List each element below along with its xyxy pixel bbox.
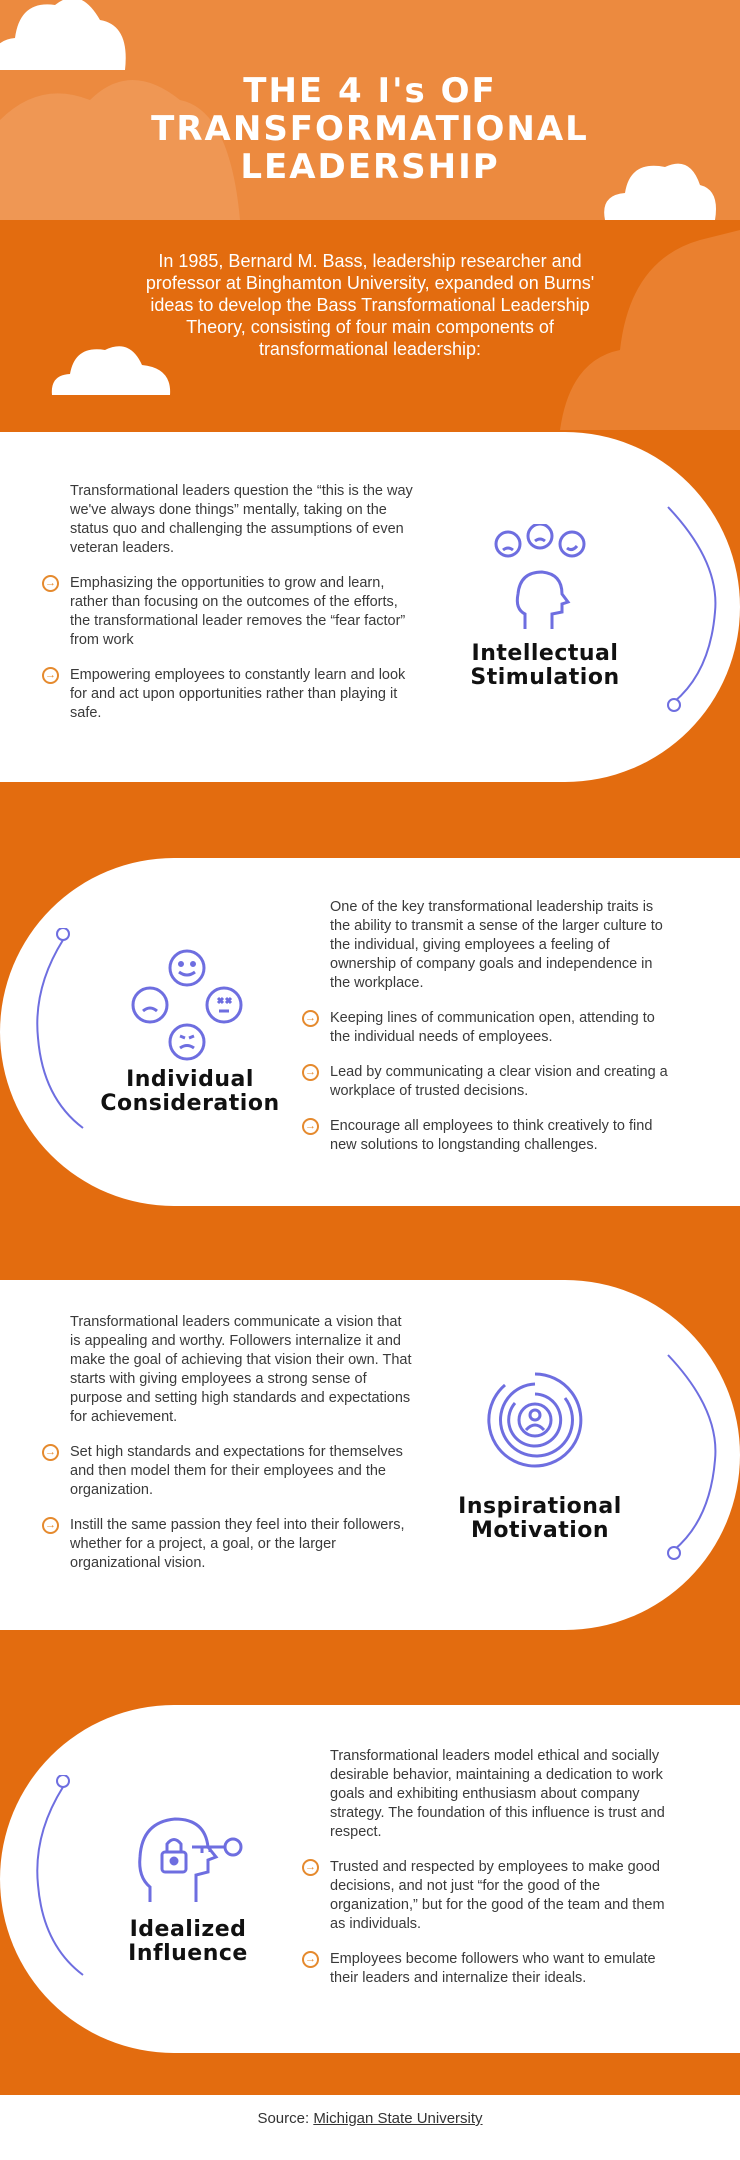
- section-label: [455, 642, 635, 690]
- bullet-text: Set high standards and expectations for themselves and then model them for their employees and the organization.: [70, 1444, 403, 1498]
- arrow-icon: →: [302, 1010, 319, 1027]
- source-prefix: Source:: [257, 2110, 314, 2127]
- section-text: [305, 1747, 675, 2004]
- section-text: [305, 898, 675, 1171]
- title-line-2: TRANSFORMATIONAL: [151, 109, 589, 149]
- source-link[interactable]: Michigan State University: [313, 2110, 483, 2127]
- label-line-1: Intellectual: [471, 641, 619, 666]
- section-label: [88, 1918, 288, 1966]
- section-intro: One of the key transformational leadership traits is the ability to transmit a sense of the larger culture to the individual, giving employees a feeling of ownership of company goals and independence in the workplace.: [330, 899, 663, 991]
- card-individual-consideration: [0, 858, 740, 1206]
- card-intellectual-stimulation: [0, 432, 740, 782]
- arrow-icon: →: [302, 1951, 319, 1968]
- bullet-item: [45, 574, 415, 650]
- hero-banner: [0, 0, 740, 430]
- arc-decoration: [28, 928, 98, 1148]
- title-line-1: THE 4 I's OF: [243, 71, 497, 111]
- section-text: [45, 482, 415, 739]
- section-intro: Transformational leaders model ethical and socially desirable behavior, maintaining a dedication to work goals and exhibiting enthusiasm about company strategy. The foundation of this influence is trust and respect.: [330, 1748, 665, 1840]
- arrow-icon: →: [302, 1118, 319, 1135]
- footer-background: [0, 2095, 740, 2160]
- arrow-icon: →: [42, 1444, 59, 1461]
- arrow-icon: →: [42, 667, 59, 684]
- arrow-icon: →: [42, 1517, 59, 1534]
- label-line-2: Influence: [128, 1941, 248, 1966]
- label-line-2: Motivation: [470, 1518, 610, 1543]
- head-lock-key-icon: [130, 1797, 250, 1907]
- bullet-text: Lead by communicating a clear vision and creating a workplace of trusted decisions.: [330, 1064, 668, 1099]
- person-maze-icon: [485, 1370, 585, 1470]
- section-intro: Transformational leaders question the “this is the way we've always done things” mentally, taking on the status quo and challenging the assumptions of even veteran leaders.: [70, 483, 413, 556]
- bullet-text: Employees become followers who want to emulate their leaders and internalize their ideals.: [330, 1951, 656, 1986]
- card-inspirational-motivation: [0, 1280, 740, 1630]
- label-line-1: Idealized: [129, 1917, 247, 1942]
- bullet-item: [45, 666, 415, 723]
- source-footer: [0, 2110, 740, 2127]
- section-intro: Transformational leaders communicate a vision that is appealing and worthy. Followers internalize it and make the goal of achieving that vision their own. That starts with giving employees a strong sense of purpose and setting high standards and expectations for achievement.: [70, 1314, 412, 1425]
- card-idealized-influence: [0, 1705, 740, 2053]
- page-title: [0, 72, 740, 186]
- bullet-text: Encourage all employees to think creatively to find new solutions to longstanding challenges.: [330, 1118, 653, 1153]
- bullet-text: Instill the same passion they feel into their followers, whether for a project, a goal, or the larger organizational vision.: [70, 1517, 405, 1571]
- bullet-item: [305, 1117, 675, 1155]
- four-faces-icon: [130, 948, 245, 1063]
- bullet-item: [305, 1063, 675, 1101]
- section-label: [90, 1068, 290, 1116]
- bullet-item: [45, 1443, 415, 1500]
- intro-text: In 1985, Bernard M. Bass, leadership researcher and professor at Binghamton University, expanded on Burns' ideas to develop the Bass Transformational Leadership Theory, consisting of four main components of transformational leadership:: [145, 251, 595, 359]
- arrow-icon: →: [302, 1064, 319, 1081]
- arrow-icon: →: [302, 1859, 319, 1876]
- bullet-text: Emphasizing the opportunities to grow and learn, rather than focusing on the outcomes of the efforts, the transformational leader removes the “fear factor” from work: [70, 575, 406, 648]
- bullet-item: [305, 1858, 675, 1934]
- bullet-text: Keeping lines of communication open, attending to the individual needs of employees.: [330, 1010, 655, 1045]
- arc-decoration: [660, 1350, 730, 1570]
- label-line-2: Consideration: [100, 1091, 280, 1116]
- label-line-2: Stimulation: [470, 665, 620, 690]
- label-line-1: Inspirational: [458, 1494, 622, 1519]
- label-line-1: Individual: [126, 1067, 254, 1092]
- bullet-item: [45, 1516, 415, 1573]
- bullet-text: Empowering employees to constantly learn and look for and act upon opportunities rather than playing it safe.: [70, 667, 406, 721]
- head-with-emotions-icon: [490, 524, 600, 634]
- bullet-item: [305, 1950, 675, 1988]
- bullet-text: Trusted and respected by employees to make good decisions, and not just “for the good of the organization,” but for the good of the team and them as individuals.: [330, 1859, 665, 1932]
- title-line-3: LEADERSHIP: [240, 147, 500, 187]
- arrow-icon: →: [42, 575, 59, 592]
- bullet-item: [305, 1009, 675, 1047]
- section-label: [440, 1495, 640, 1543]
- section-text: [45, 1313, 415, 1589]
- arc-decoration: [660, 502, 730, 722]
